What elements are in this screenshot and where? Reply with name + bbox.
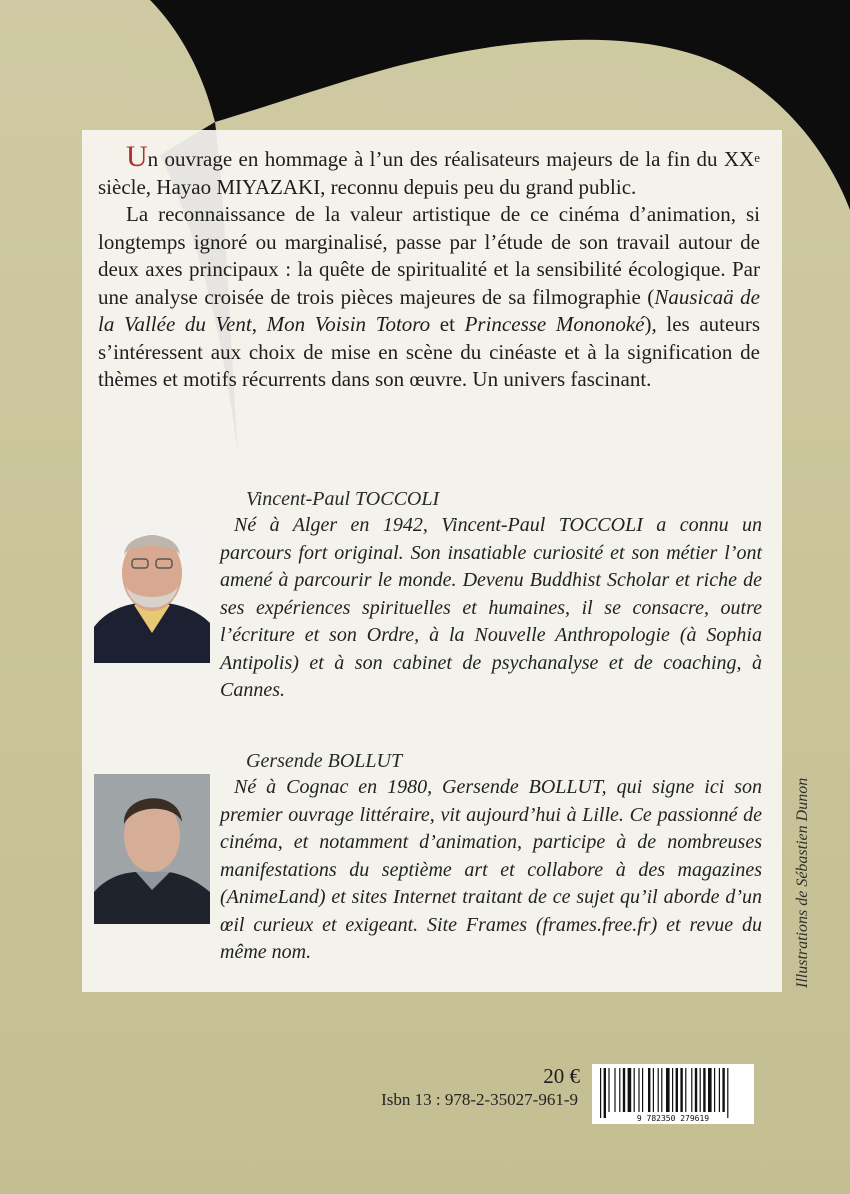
intro-paragraph-2	[98, 201, 760, 394]
intro-text	[98, 140, 761, 394]
barcode-bar	[604, 1068, 606, 1118]
author-photo-bollut	[94, 774, 210, 924]
barcode-bar	[653, 1068, 654, 1112]
barcode-bar	[708, 1068, 712, 1112]
barcode-bar	[680, 1068, 682, 1112]
barcode-bar	[642, 1068, 643, 1112]
barcode-bar	[628, 1068, 632, 1112]
barcode-bar	[700, 1068, 701, 1112]
barcode-bar	[666, 1068, 670, 1112]
author-bio-toccoli: Né à Alger en 1942, Vincent-Paul TOCCOLI a connu un parcours fort original. Son insatiable curiosité et son métier l’ont amené à parcourir le monde. Devenu Buddhist Scholar et riche de ses expériences spirituelles et humaines, il se consacre, outre l’écriture et son Ordre, à la Nouvelle Anthropologie (à Sophia Antipolis) et à son cabinet de psychanalyse et de coaching, à Cannes.	[220, 514, 762, 701]
author-photo-toccoli	[94, 515, 210, 663]
barcode-bar	[703, 1068, 705, 1112]
barcode-bar	[619, 1068, 620, 1112]
barcode-bar	[614, 1068, 615, 1112]
author-bio-bollut: Né à Cognac en 1980, Gersende BOLLUT, qui signe ici son premier ouvrage littéraire, vit aujourd’hui à Lille. Ce passionné de cinéma, et notamment d’animation, participe à de nombreuses manifestations du septième art et collabore à des magazines (AnimeLand) et sites Internet traitant de ce sujet qu’il aborde d’un œil curieux et exigeant. Site Frames (frames.free.fr) et revue du même nom.	[220, 776, 762, 963]
film-title-mononoke: Princesse Mononoké	[464, 312, 645, 336]
barcode-digits: 9 782350 279619	[636, 1114, 710, 1123]
intro-p1-rest: siècle, Hayao MIYAZAKI, reconnu depuis peu du grand public.	[98, 174, 637, 199]
barcode-bar	[600, 1068, 601, 1118]
barcode-bar	[722, 1068, 724, 1112]
barcode-bars	[592, 1064, 754, 1124]
barcode-bar	[634, 1068, 635, 1112]
barcode-bar	[638, 1068, 639, 1112]
barcode-bar	[719, 1068, 720, 1112]
separator: ,	[251, 312, 267, 336]
author-name-toccoli: Vincent-Paul TOCCOLI	[246, 488, 440, 510]
price: 20 €	[543, 1064, 580, 1088]
barcode-bar	[672, 1068, 673, 1112]
superscript-e: e	[754, 150, 760, 165]
isbn: Isbn 13 : 978-2-35027-961-9	[381, 1090, 578, 1109]
film-title-totoro: Mon Voisin Totoro	[266, 312, 431, 336]
barcode-bar	[685, 1068, 686, 1112]
barcode-bar	[658, 1068, 659, 1112]
barcode-bar	[714, 1068, 715, 1112]
barcode	[592, 1064, 754, 1124]
barcode-bar	[695, 1068, 697, 1112]
intro-p1-text: n ouvrage en hommage à l’un des réalisateurs majeurs de la fin du XX	[147, 147, 755, 171]
barcode-bar	[623, 1068, 625, 1112]
barcode-bar	[648, 1068, 650, 1112]
drop-cap: U	[126, 140, 148, 173]
illustration-credit: Illustrations de Sébastien Dunon	[794, 777, 811, 988]
author-name-bollut: Gersende BOLLUT	[246, 750, 403, 772]
barcode-bar	[661, 1068, 662, 1112]
separator: et	[430, 312, 465, 336]
barcode-bar	[676, 1068, 678, 1112]
intro-p2-a: La reconnaissance de la valeur artistique de ce cinéma d’animation, si longtemps ignoré ou marginalisé, passe par l’étude de son travail autour de deux axes principaux : la quête de spiritualité et la sensibilité écologique. Par une analyse croisée de trois pièces majeures de sa filmographie (	[98, 202, 760, 309]
barcode-bar	[608, 1068, 609, 1112]
intro-p2-b: ), les auteurs s’intéressent aux choix de mise en scène du cinéaste et à la signification de thèmes et motifs récurrents dans son œuvre. Un univers fascinant.	[98, 312, 760, 391]
barcode-bar	[691, 1068, 692, 1112]
film-title-nausicaa: Nausicaä de la Vallée du Vent	[98, 284, 761, 336]
barcode-bar	[727, 1068, 728, 1118]
intro-paragraph-1	[98, 140, 760, 201]
